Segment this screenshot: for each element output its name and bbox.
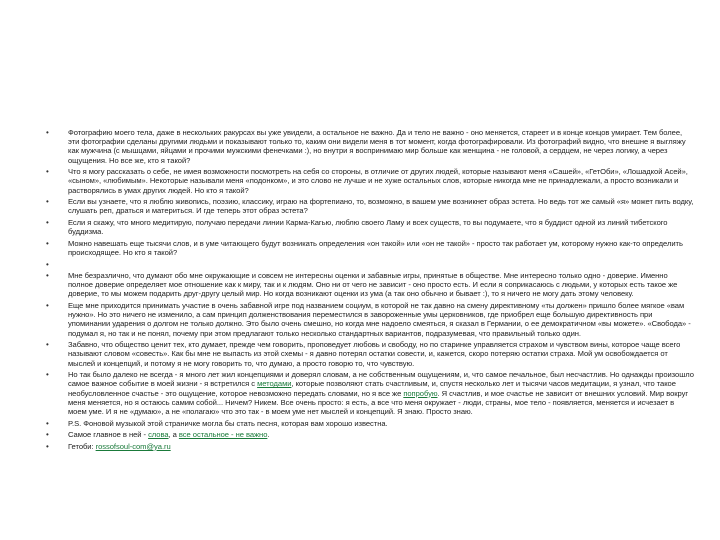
paragraph-text: Если вы узнаете, что я люблю живопись, поэзию, классику, играю на фортепиано, то, возможно, в вашем уме возникнет образ эстета. Но ведь тот же самый «я» может пить водку, слушать реп, драться и материться. И где теперь этот образ эстета? [68,197,694,216]
list-item [46,239,694,257]
paragraph-text: Но так было далеко не всегда - я много лет жил концепциями и доверял словам, а не собственным ощущениям, и, что самое печальное, был несчастлив. Но однажды произошло самое важное событие в моей жизни - я встретился с [68,370,694,389]
try-link[interactable]: попробую [403,388,438,398]
list-item [46,167,694,195]
paragraph-text: Самое главное в ней - [68,430,149,440]
paragraph-text: , которые позволяют стать счастливым, и, спустя несколько лет и тысячи часов медитации, я узнал, что такое необусловленное счастье - это ощущение, которое невозможно передать словами, но я все же [68,379,676,398]
lyrics-link[interactable]: слова [148,430,169,440]
rest-unimportant-link[interactable]: все остальное - не важно [178,430,268,440]
paragraph-text: Еще мне приходится принимать участие в очень забавной игре под названием социум, в которой не так давно на смену директивному «ты должен» пришло более мягкое «вам нужно». Но это ничего не изменило, а сам принцип долженствования переместился в завороженные умы церковников, где приобрел еще большую директивность при упоминании ударения о долгом не только должно. Это было очень смешно, но когда мне надоело смеяться, я сказал в Германии, о ее демократичном «вы можете». «Свобода» - подумал я, но так и не понял, почему при этом предлагают только несколько стандартных вариантов, подразумевая, что правильный только один. [68,300,691,338]
list-item [46,271,694,299]
list-item [46,340,694,368]
paragraph-text: P.S. Фоновой музыкой этой страничке могла бы стать песня, которая вам хорошо известна. [68,418,388,428]
paragraph-text: Гетоби: [68,441,96,451]
list-item [46,128,694,165]
list-item [46,301,694,338]
list-item [46,218,694,236]
paragraph-text: Что я могу рассказать о себе, не имея возможности посмотреть на себя со стороны, в отличие от других людей, которые называют меня «Сашей», «ГетОби», «Лошадкой Асей», «сыном», «любимым». Некоторые называли меня «подонком», и это слово не лучше и не хуже остальных слов, которые никогда мне не принадлежали, а просто возникали и растворялись в умах других людей. Но кто я такой? [68,167,688,195]
paragraph-text: , а [168,430,179,440]
list-item [46,370,694,416]
list-item [46,197,694,215]
methods-link[interactable]: методами [257,379,292,389]
paragraph-text: Забавно, что общество ценит тех, кто думает, прежде чем говорить, проповедует любовь и свободу, но по старинке управляется страхом и чувством вины, которое чаще всего называют словом «совесть». Как бы мне не выпасть из этой схемы - я давно потерял остатки совести, и, кажется, скоро потеряю остатки страха. Мой ум освобождается от мыслей и концепций, и потому я не могу говорить то, что думаю, а просто говорю то, что чувствую. [68,340,681,368]
paragraph-text: Мне безразлично, что думают обо мне окружающие и совсем не интересны оценки и забавные игры, принятые в обществе. Мне интересно только одно - доверие. Именно полное доверие определяет мое отношение как к миру, так и к людям. Оно ни от чего не зависит - оно просто есть. И если я соприкасаюсь с людьми, у которых есть такое же доверие, то мы можем подарить друг-другу целый мир. Но когда возникают оценки из ума (а так оно обычно и бывает :), то я ничего не могу дать этому человеку. [68,270,678,299]
list-item [46,419,694,428]
paragraph-text: Можно навешать еще тысячи слов, и в уме читающего будут возникать определения «он такой» или «он не такой» - просто так работает ум, которому нужно как-то определить происходящее. Но кто я такой? [68,238,683,257]
paragraph-text: Если я скажу, что много медитирую, получаю передачи линии Карма-Кагью, люблю своего Ламу и всех существ, то вы подумаете, что я буддист одной из линий тибетского буддизма. [68,218,668,237]
paragraph-text: Фотографию моего тела, даже в нескольких ракурсах вы уже увидели, а остальное не важно. Да и тело не важно - оно меняется, стареет и в конце концов умирает. Тем более, эти фотографии сделаны другими людьми и показывают только то, каким они видели меня в тот момент, когда фотографировали. Из фотографий видно, что внешне я выгляжу как мужчина (с мышцами, яйцами и прочими мужскими фенечками :), но внутри я воспринимаю мир больше как женщина - не головой, а сердцем, не через логику, а через ощущения. Но все же, кто я такой? [68,128,686,165]
empty-list-item [46,260,694,269]
paragraph-text: . [267,430,270,440]
paragraph-text: . Я счастлив, и мое счастье не зависит от внешних условий. Мир вокруг меня меняется, но я остаюсь самим собой... Ничем? Никем. Все очень просто: я есть, а все что меня окружает - люди, страны, мое тело - появляется, меняется и исчезает в моем уме. И я не «думаю», а не «полагаю» что это так - в моем уме нет мыслей и концепций. Я знаю. Просто знаю. [68,388,689,416]
bullet-list [46,128,694,453]
list-item [46,442,694,451]
email-link[interactable]: rossofsoul-com@ya.ru [95,441,171,451]
list-item [46,430,694,439]
